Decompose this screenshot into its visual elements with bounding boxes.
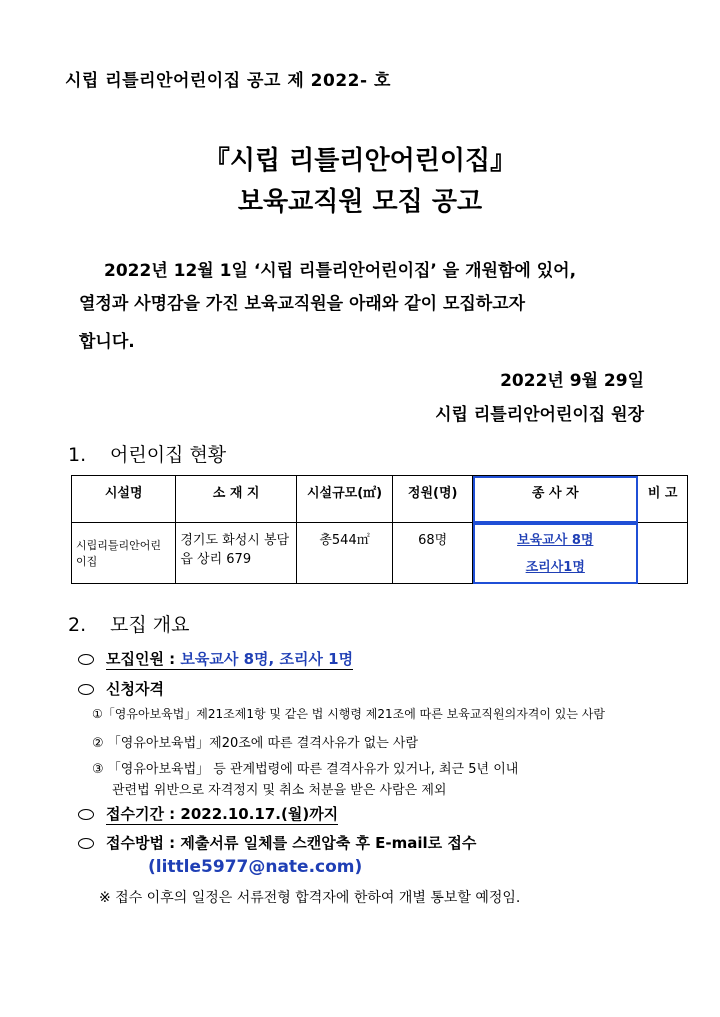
title-facility: 『시립 리틀리안어린이집』 [203,146,517,176]
cell-remarks [638,523,688,584]
title-recruitment: 보육교직원 모집 공고 [237,187,483,217]
circle-bullet-icon [78,838,94,849]
section-2-number: 2. [68,614,87,636]
qualification-label: 신청자격 [106,680,164,698]
section-1-heading [68,440,226,467]
application-method: 접수방법 : 제출서류 일체를 스캔압축 후 E-mail로 접수 [106,834,477,852]
header-capacity: 정원(명) [393,476,473,523]
circle-bullet-icon [78,654,94,665]
signature: 시립 리틀리안어린이집 원장 [435,405,644,425]
header-staff: 종 사 자 [473,476,638,523]
qualification-item-3-cont: 관련법 위반으로 자격정지 및 취소 처분을 받은 사람은 제외 [112,783,447,798]
qualification-item-3: ③ 「영유아보육법」 등 관계법령에 따른 결격사유가 있거나, 최근 5년 이내 [92,762,519,777]
header-name: 시설명 [72,476,176,523]
recruit-bullet [78,648,353,669]
cell-capacity: 68명 [393,523,473,584]
cell-location: 경기도 화성시 봉담읍 상리 679 [176,523,297,584]
method-bullet [78,832,476,853]
facility-table [71,475,688,584]
table-header-row [72,476,688,523]
cell-size: 총544㎡ [296,523,392,584]
recruit-value: 보육교사 8명, 조리사 1명 [180,650,354,668]
announcement-date: 2022년 9월 29일 [500,371,644,391]
cell-name: 시립리틀리안어린이집 [72,523,176,584]
intro-line-1: 2022년 12월 1일 ‘시립 리틀리안어린이집’ 을 개원함에 있어, [104,261,577,281]
qualification-item-1: ①「영유아보육법」제21조제1항 및 같은 법 시행령 제21조에 따른 보육교직원의자격이 있는 사람 [92,707,605,721]
intro-line-2: 열정과 사명감을 가진 보육교직원을 아래와 같이 모집하고자 [79,294,526,314]
qualification-bullet [78,678,164,699]
section-2-title: 모집 개요 [110,614,190,636]
notice-number: 시립 리틀리안어린이집 공고 제 2022- 호 [65,71,391,91]
cell-staff [473,523,638,584]
circle-bullet-icon [78,684,94,695]
section-1-number: 1. [68,444,87,466]
intro-line-3: 합니다. [79,332,135,352]
schedule-note: ※ 접수 이후의 일정은 서류전형 합격자에 한하여 개별 통보할 예정임. [99,890,521,906]
staff-cook: 조리사1명 [525,560,585,575]
header-location: 소 재 지 [176,476,297,523]
header-size: 시설규모(㎡) [296,476,392,523]
circle-bullet-icon [78,809,94,820]
section-1-title: 어린이집 현황 [110,444,227,466]
header-remarks: 비 고 [638,476,688,523]
period-bullet [78,803,338,824]
recruit-label: 모집인원 : [106,650,176,668]
table-row [72,523,688,584]
section-2-heading [68,610,189,637]
application-period: 접수기간 : 2022.10.17.(월)까지 [106,805,339,823]
recruit-line [106,650,353,670]
staff-teachers: 보육교사 8명 [517,533,594,548]
contact-email[interactable]: (little5977@nate.com) [148,857,363,877]
qualification-item-2: ② 「영유아보육법」제20조에 따른 결격사유가 없는 사람 [92,736,419,751]
